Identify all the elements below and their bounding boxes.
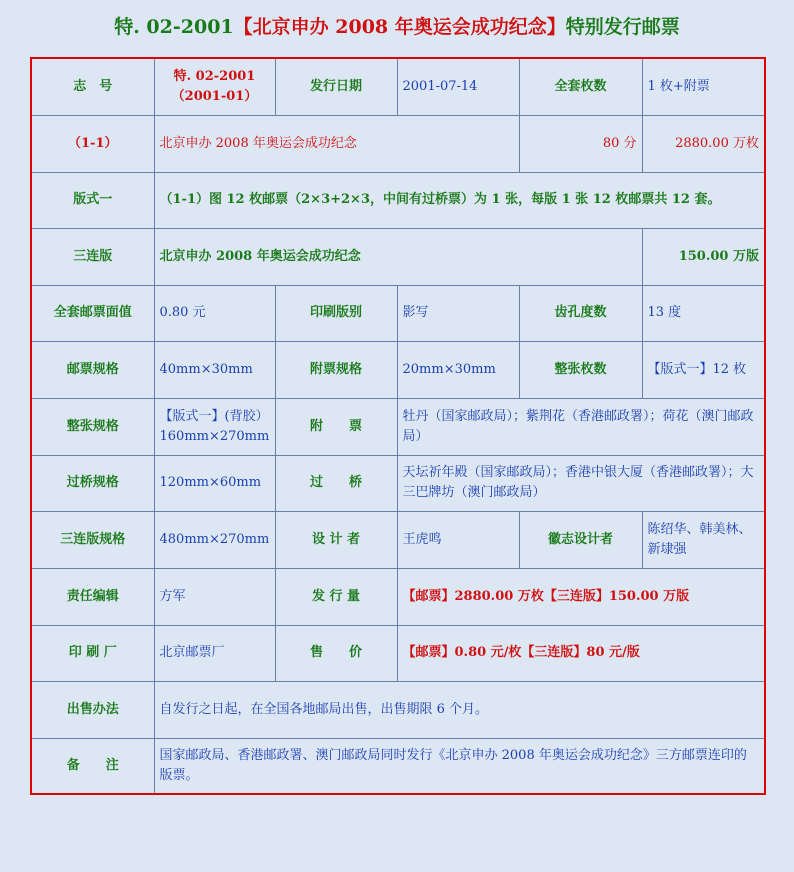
issue-volume-value: 【邮票】2880.00 万枚【三连版】150.00 万版 bbox=[397, 568, 765, 625]
stamp-number-label: （1-1） bbox=[31, 115, 154, 172]
bridge-size-label: 过桥规格 bbox=[31, 455, 154, 511]
serial-code: 特. 02-2001 bbox=[173, 68, 256, 84]
row-editor bbox=[31, 568, 765, 625]
perforation-label: 齿孔度数 bbox=[519, 285, 642, 341]
face-value-value: 0.80 元 bbox=[154, 285, 275, 341]
sale-method-value: 自发行之日起，在全国各地邮局出售，出售期限 6 个月。 bbox=[154, 681, 765, 738]
remarks-label: 备 注 bbox=[31, 738, 154, 794]
designer-value: 王虎鸣 bbox=[397, 511, 519, 568]
row-remarks bbox=[31, 738, 765, 794]
serial-value bbox=[154, 58, 275, 115]
row-face-value bbox=[31, 285, 765, 341]
editor-label: 责任编辑 bbox=[31, 568, 154, 625]
emblem-designer-label: 徽志设计者 bbox=[519, 511, 642, 568]
triple-size-value: 480mm×270mm bbox=[154, 511, 275, 568]
format-one-text: （1-1）图 12 枚邮票（2×3+2×3，中间有过桥票）为 1 张，每版 1 张 12 枚邮票共 12 套。 bbox=[154, 172, 765, 228]
row-stamp-size bbox=[31, 341, 765, 398]
stamp-quantity: 2880.00 万枚 bbox=[642, 115, 765, 172]
row-triple-sheet bbox=[31, 228, 765, 285]
sheet-count-label: 整张枚数 bbox=[519, 341, 642, 398]
print-type-value: 影写 bbox=[397, 285, 519, 341]
title-main: 【北京申办 2008 年奥运会成功纪念】 bbox=[233, 16, 566, 38]
row-triple-size bbox=[31, 511, 765, 568]
triple-sheet-name: 北京申办 2008 年奥运会成功纪念 bbox=[154, 228, 642, 285]
printer-label: 印 刷 厂 bbox=[31, 625, 154, 681]
format-one-label: 版式一 bbox=[31, 172, 154, 228]
bridge-value: 天坛祈年殿（国家邮政局）；香港中银大厦（香港邮政署）；大三巴牌坊（澳门邮政局） bbox=[397, 455, 765, 511]
row-printer bbox=[31, 625, 765, 681]
sheet-count-value: 【版式一】12 枚 bbox=[642, 341, 765, 398]
attached-size-value: 20mm×30mm bbox=[397, 341, 519, 398]
row-bridge-size bbox=[31, 455, 765, 511]
issue-date-value: 2001-07-14 bbox=[397, 58, 519, 115]
triple-sheet-quantity: 150.00 万版 bbox=[642, 228, 765, 285]
perforation-value: 13 度 bbox=[642, 285, 765, 341]
sheet-size-value: 【版式一】(背胶）160mm×270mm bbox=[154, 398, 275, 455]
bridge-size-value: 120mm×60mm bbox=[154, 455, 275, 511]
set-count-label: 全套枚数 bbox=[519, 58, 642, 115]
triple-size-label: 三连版规格 bbox=[31, 511, 154, 568]
price-value: 【邮票】0.80 元/枚【三连版】80 元/版 bbox=[397, 625, 765, 681]
print-type-label: 印刷版别 bbox=[275, 285, 397, 341]
serial-label: 志 号 bbox=[31, 58, 154, 115]
price-label: 售 价 bbox=[275, 625, 397, 681]
bridge-label: 过 桥 bbox=[275, 455, 397, 511]
title-suffix: 特别发行邮票 bbox=[565, 16, 680, 38]
emblem-designer-value: 陈绍华、韩美林、新埭强 bbox=[642, 511, 765, 568]
set-count-value: 1 枚+附票 bbox=[642, 58, 765, 115]
stamp-size-value: 40mm×30mm bbox=[154, 341, 275, 398]
stamp-name: 北京申办 2008 年奥运会成功纪念 bbox=[154, 115, 519, 172]
stamp-info-table bbox=[30, 57, 766, 795]
sheet-size-label: 整张规格 bbox=[31, 398, 154, 455]
attached-label: 附 票 bbox=[275, 398, 397, 455]
issue-date-label: 发行日期 bbox=[275, 58, 397, 115]
face-value-label: 全套邮票面值 bbox=[31, 285, 154, 341]
remarks-value: 国家邮政局、香港邮政署、澳门邮政局同时发行《北京申办 2008 年奥运会成功纪念》三方邮票连印的版票。 bbox=[154, 738, 765, 794]
title-prefix: 特. 02-2001 bbox=[114, 16, 234, 38]
attached-value: 牡丹（国家邮政局）；紫荆花（香港邮政署）；荷花（澳门邮政局） bbox=[397, 398, 765, 455]
row-stamp-1-1 bbox=[31, 115, 765, 172]
printer-value: 北京邮票厂 bbox=[154, 625, 275, 681]
stamp-size-label: 邮票规格 bbox=[31, 341, 154, 398]
row-sale-method bbox=[31, 681, 765, 738]
attached-size-label: 附票规格 bbox=[275, 341, 397, 398]
sale-method-label: 出售办法 bbox=[31, 681, 154, 738]
row-sheet-size bbox=[31, 398, 765, 455]
serial-code-sub: （2001-01） bbox=[171, 88, 258, 104]
designer-label: 设 计 者 bbox=[275, 511, 397, 568]
editor-value: 方军 bbox=[154, 568, 275, 625]
stamp-face-value: 80 分 bbox=[519, 115, 642, 172]
triple-sheet-label: 三连版 bbox=[31, 228, 154, 285]
row-format-one bbox=[31, 172, 765, 228]
row-serial bbox=[31, 58, 765, 115]
page-title bbox=[0, 12, 794, 42]
issue-volume-label: 发 行 量 bbox=[275, 568, 397, 625]
